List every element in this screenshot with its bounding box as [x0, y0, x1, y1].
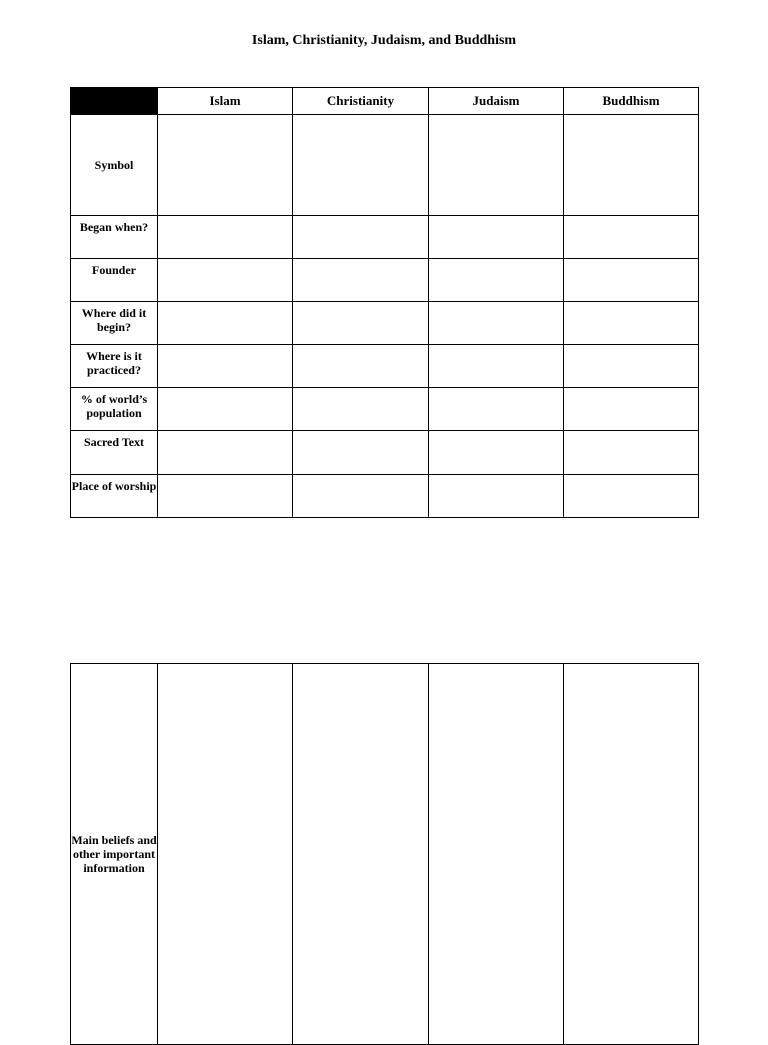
cell-islam-founder[interactable] [158, 259, 293, 302]
beliefs-table [70, 663, 699, 1045]
cell-christianity-population[interactable] [293, 388, 429, 431]
cell-judaism-worship[interactable] [429, 475, 564, 518]
cell-islam-beliefs[interactable] [158, 664, 293, 1045]
table-row-sacred-text [71, 431, 699, 475]
column-header-islam: Islam [158, 88, 293, 115]
cell-judaism-beliefs[interactable] [429, 664, 564, 1045]
row-label-text: Sacred Text [83, 435, 145, 449]
cell-christianity-symbol[interactable] [293, 115, 429, 216]
table-row-symbol [71, 115, 699, 216]
header-row [71, 88, 699, 115]
column-header-buddhism: Buddhism [564, 88, 699, 115]
row-label-began-when [71, 216, 158, 259]
cell-christianity-worship[interactable] [293, 475, 429, 518]
cell-buddhism-founder[interactable] [564, 259, 699, 302]
row-label-worship [71, 475, 158, 518]
row-label-population [71, 388, 158, 431]
cell-christianity-beliefs[interactable] [293, 664, 429, 1045]
cell-judaism-symbol[interactable] [429, 115, 564, 216]
row-label-text: Where did it begin? [81, 306, 147, 334]
row-label-text: Where is it practiced? [86, 349, 142, 377]
cell-islam-symbol[interactable] [158, 115, 293, 216]
cell-buddhism-began[interactable] [564, 216, 699, 259]
row-label-text: Began when? [79, 220, 149, 234]
cell-christianity-sacred-text[interactable] [293, 431, 429, 475]
cell-judaism-origin[interactable] [429, 302, 564, 345]
cell-islam-worship[interactable] [158, 475, 293, 518]
cell-buddhism-beliefs[interactable] [564, 664, 699, 1045]
cell-buddhism-origin[interactable] [564, 302, 699, 345]
row-label-text: Founder [91, 263, 136, 277]
cell-buddhism-practiced[interactable] [564, 345, 699, 388]
table-row-began-when [71, 216, 699, 259]
cell-christianity-founder[interactable] [293, 259, 429, 302]
cell-christianity-began[interactable] [293, 216, 429, 259]
row-label-symbol [71, 115, 158, 216]
row-label-where-begin [71, 302, 158, 345]
column-header-judaism: Judaism [429, 88, 564, 115]
cell-christianity-practiced[interactable] [293, 345, 429, 388]
cell-islam-began[interactable] [158, 216, 293, 259]
page-title: Islam, Christianity, Judaism, and Buddhism [251, 33, 517, 48]
row-label-where-practiced [71, 345, 158, 388]
row-label-sacred-text [71, 431, 158, 475]
cell-christianity-origin[interactable] [293, 302, 429, 345]
table-row-population [71, 388, 699, 431]
cell-judaism-sacred-text[interactable] [429, 431, 564, 475]
column-header-christianity: Christianity [293, 88, 429, 115]
comparison-table [70, 87, 699, 518]
table-row-worship [71, 475, 699, 518]
cell-buddhism-symbol[interactable] [564, 115, 699, 216]
cell-islam-sacred-text[interactable] [158, 431, 293, 475]
row-label-text: % of world’s population [80, 392, 148, 420]
cell-buddhism-population[interactable] [564, 388, 699, 431]
table-row-founder [71, 259, 699, 302]
row-label-founder [71, 259, 158, 302]
row-label-text: Symbol [94, 158, 134, 172]
cell-islam-population[interactable] [158, 388, 293, 431]
cell-judaism-began[interactable] [429, 216, 564, 259]
row-label-text: Place of worship [71, 479, 157, 493]
cell-buddhism-worship[interactable] [564, 475, 699, 518]
table-row-main-beliefs [71, 664, 699, 1045]
table-row-where-practiced [71, 345, 699, 388]
row-label-main-beliefs [71, 664, 158, 1045]
cell-judaism-practiced[interactable] [429, 345, 564, 388]
row-label-text: Main beliefs and other important information [71, 833, 157, 875]
cell-judaism-population[interactable] [429, 388, 564, 431]
cell-judaism-founder[interactable] [429, 259, 564, 302]
cell-islam-origin[interactable] [158, 302, 293, 345]
table-row-where-begin [71, 302, 699, 345]
cell-buddhism-sacred-text[interactable] [564, 431, 699, 475]
corner-cell [71, 88, 158, 115]
cell-islam-practiced[interactable] [158, 345, 293, 388]
